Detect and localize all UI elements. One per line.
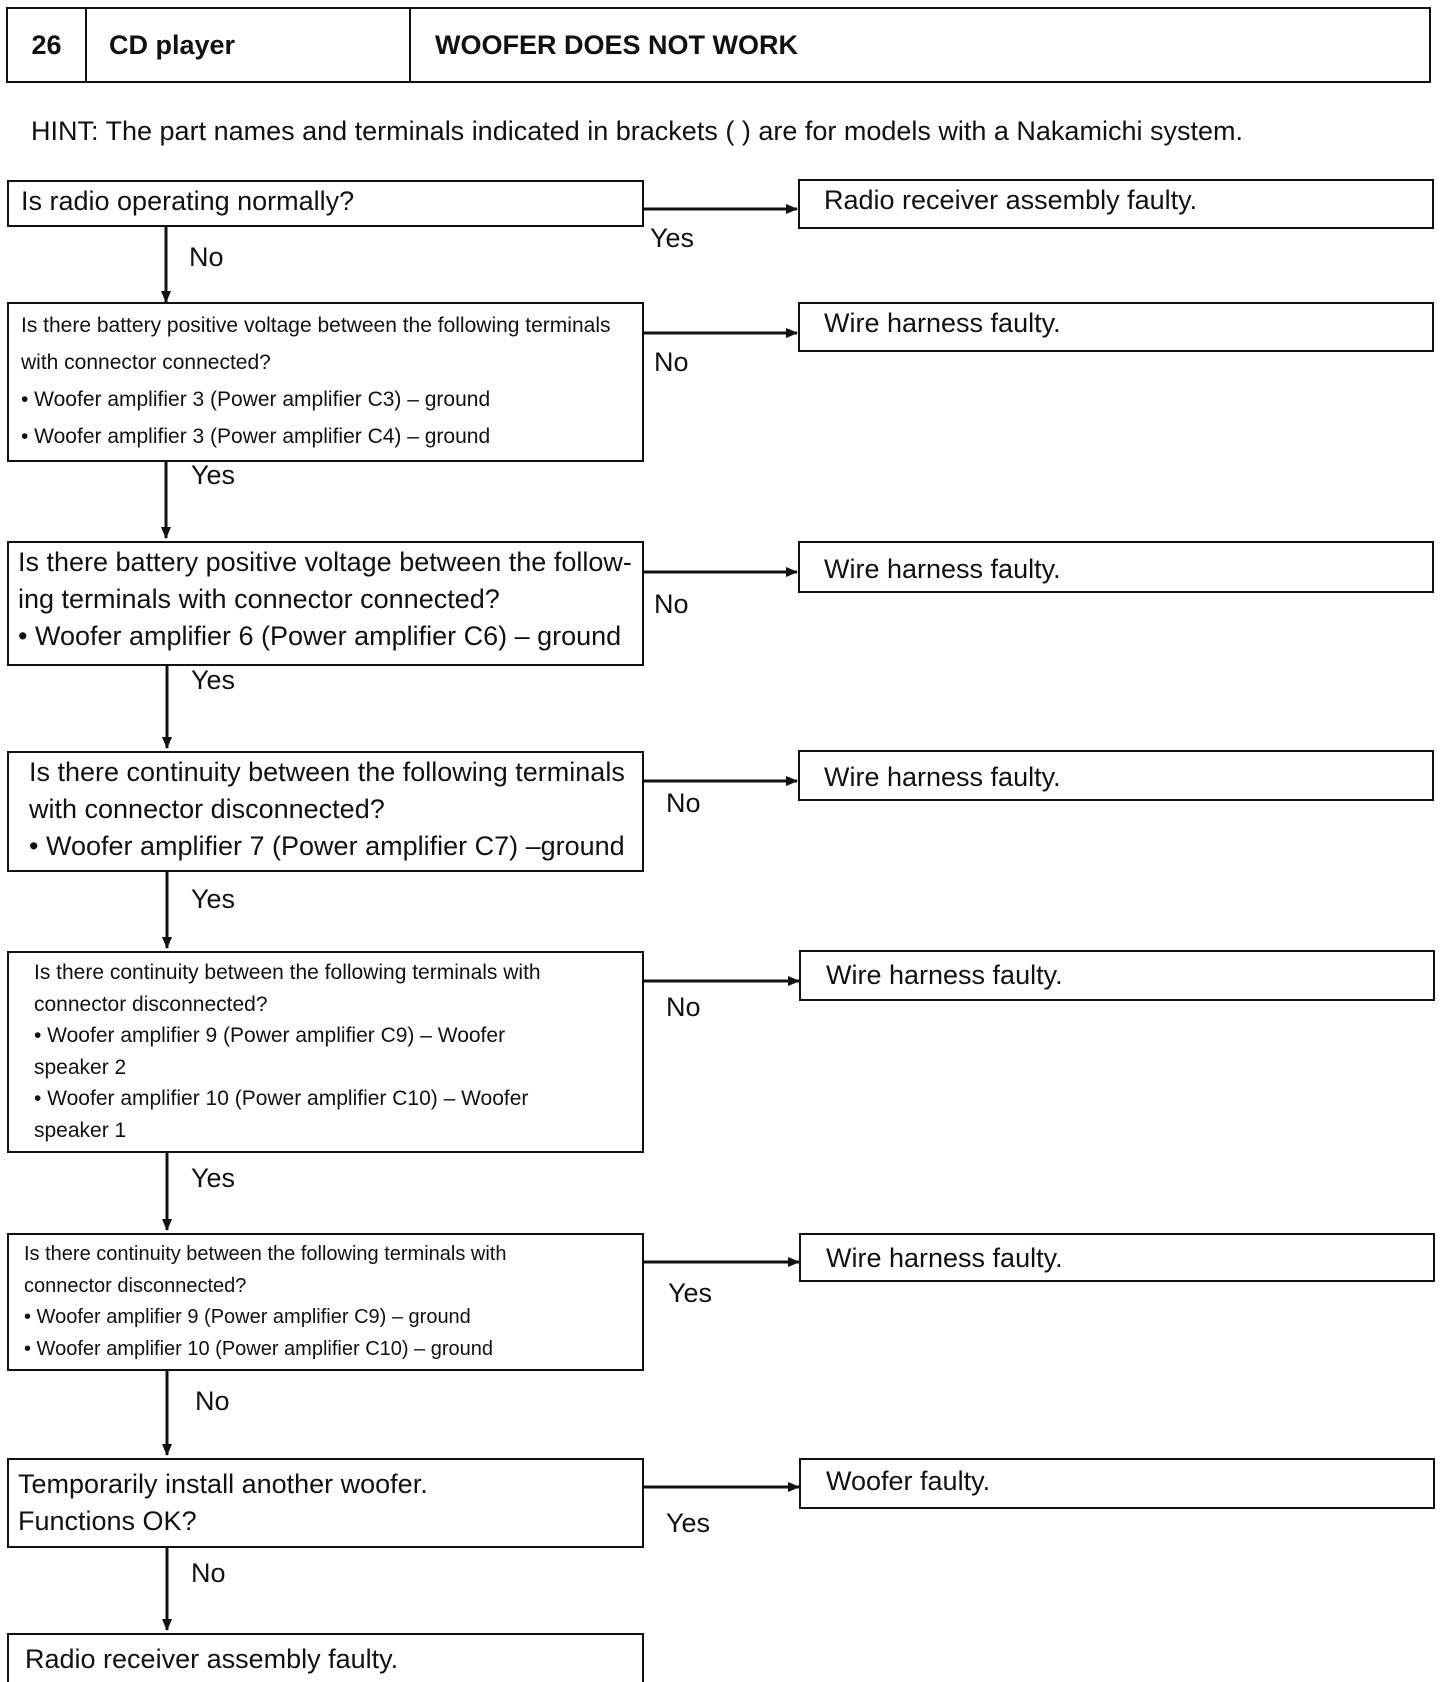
question-line: connector disconnected? (34, 992, 268, 1016)
result-text: Radio receiver assembly faulty. (824, 185, 1198, 215)
section-number: 26 (8, 9, 87, 81)
question-line: Is there continuity between the following terminals with (24, 1243, 507, 1265)
final-result-box (7, 1633, 644, 1682)
question-line: Is there battery positive voltage between the following terminals (21, 314, 611, 337)
result-text: Wire harness faulty. (824, 762, 1061, 792)
question-line: • Woofer amplifier 7 (Power amplifier C7) –ground (29, 831, 625, 861)
question-box-3 (7, 541, 644, 666)
result-text: Wire harness faulty. (824, 308, 1061, 338)
question-line: • Woofer amplifier 10 (Power amplifier C10) – Woofer (34, 1087, 529, 1110)
down-label-3: Yes (191, 665, 236, 695)
final-result-text: Radio receiver assembly faulty. (25, 1644, 399, 1674)
question-line: • Woofer amplifier 6 (Power amplifier C6) – ground (18, 621, 622, 651)
question-line: Temporarily install another woofer. (18, 1469, 428, 1499)
branch-label-7: Yes (666, 1508, 711, 1538)
question-line: Is there continuity between the following terminals (29, 757, 625, 787)
hint-text: HINT: The part names and terminals indicated in brackets ( ) are for models with a Nakamichi system. (31, 116, 1243, 146)
question-box-7 (7, 1458, 644, 1548)
question-line: ing terminals with connector connected? (18, 584, 500, 614)
question-line: • Woofer amplifier 9 (Power amplifier C9) – ground (24, 1306, 471, 1328)
question-line: Is there battery positive voltage between the follow- (18, 547, 632, 577)
branch-label-3: No (654, 589, 689, 619)
down-label-5: Yes (191, 1163, 236, 1193)
down-label-2: Yes (191, 460, 236, 490)
result-text: Wire harness faulty. (824, 554, 1061, 584)
down-label-6: No (195, 1386, 230, 1416)
question-line: with connector connected? (21, 351, 271, 374)
question-box-5 (7, 951, 644, 1153)
question-box-2 (7, 302, 644, 462)
result-box-3 (798, 541, 1434, 593)
result-box-1 (798, 179, 1434, 229)
question-box-1 (7, 180, 644, 227)
question-line: Is there continuity between the following terminals with (34, 961, 541, 984)
question-box-6 (7, 1233, 644, 1371)
section-name: CD player (87, 9, 411, 81)
question-line: Functions OK? (18, 1506, 197, 1536)
page-title: WOOFER DOES NOT WORK (435, 29, 798, 60)
result-text: Wire harness faulty. (826, 960, 1063, 990)
down-label-4: Yes (191, 884, 236, 914)
result-box-4 (798, 750, 1434, 801)
question-line: connector disconnected? (24, 1274, 247, 1297)
question-line: speaker 2 (34, 1055, 127, 1079)
down-label-7: No (191, 1558, 226, 1588)
branch-label-1: Yes (650, 223, 695, 253)
result-text: Wire harness faulty. (826, 1243, 1063, 1273)
question-line: speaker 1 (34, 1118, 127, 1142)
result-text: Woofer faulty. (826, 1466, 991, 1496)
question-line: • Woofer amplifier 3 (Power amplifier C3) – ground (21, 388, 491, 411)
result-box-7 (799, 1458, 1435, 1509)
result-box-5 (799, 950, 1435, 1001)
question-line: with connector disconnected? (29, 794, 385, 824)
result-box-2 (798, 302, 1434, 352)
branch-label-4: No (666, 788, 701, 818)
down-label-1: No (189, 242, 224, 272)
question-line: Is radio operating normally? (21, 186, 355, 216)
branch-label-6: Yes (668, 1278, 713, 1308)
branch-label-2: No (654, 347, 689, 377)
branch-label-5: No (666, 992, 701, 1022)
question-box-4 (7, 751, 644, 872)
question-line: • Woofer amplifier 3 (Power amplifier C4) – ground (21, 425, 491, 448)
result-box-6 (799, 1233, 1435, 1282)
question-line: • Woofer amplifier 10 (Power amplifier C10) – ground (24, 1337, 494, 1360)
question-line: • Woofer amplifier 9 (Power amplifier C9) – Woofer (34, 1024, 506, 1047)
